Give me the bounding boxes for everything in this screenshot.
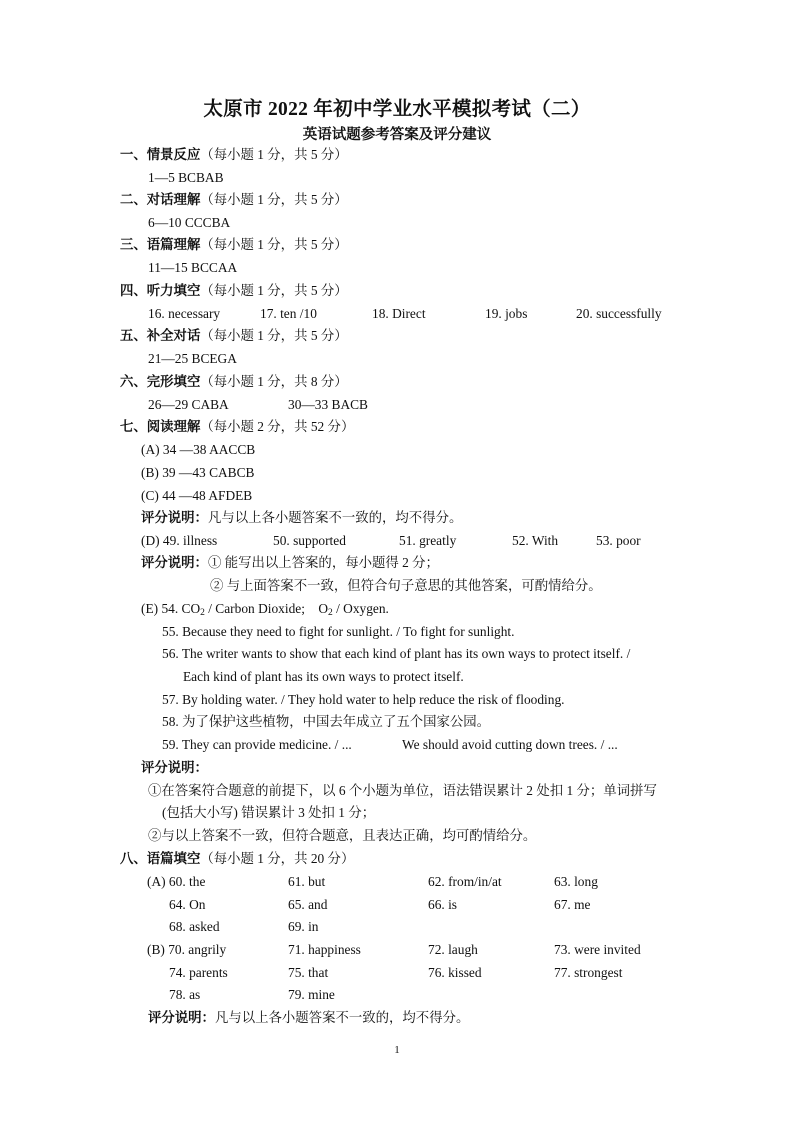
section-number: 七、: [120, 419, 147, 434]
section-name: 完形填空: [146, 374, 201, 389]
section-number: 四、: [120, 283, 147, 298]
section-score: （每小题 1 分，共 5 分）: [200, 328, 348, 343]
section-name: 情景反应: [146, 147, 201, 162]
answer-line: 58. 为了保护这些植物，中国去年成立了五个国家公园。: [162, 714, 491, 729]
section-score: （每小题 1 分，共 5 分）: [200, 192, 348, 207]
note-text: (包括大小写) 错误累计 3 处扣 1 分；: [162, 805, 376, 820]
answer-item: 30—33 BACB: [288, 397, 368, 412]
section-score: （每小题 1 分，共 5 分）: [200, 237, 348, 252]
answer-item: 19. jobs: [485, 306, 528, 321]
section-heading: [120, 146, 348, 164]
note-text: 凡与以上各小题答案不一致的，均不得分。: [207, 510, 463, 525]
answer-line: (A) 34 —38 AACCB: [141, 442, 256, 457]
section-number: 八、: [120, 851, 147, 866]
section-number: 三、: [120, 237, 147, 252]
answer-item: 68. asked: [169, 919, 220, 934]
answer-item: (B) 70. angrily: [147, 942, 227, 957]
section-heading: [120, 327, 348, 345]
answer-line: (C) 44 —48 AFDEB: [141, 488, 253, 503]
answer-item: 26—29 CABA: [148, 397, 229, 412]
note-label-text: 评分说明：: [141, 760, 208, 775]
answer-item: 73. were invited: [554, 942, 641, 957]
answer-item: 75. that: [288, 965, 329, 980]
section-name: 语篇理解: [146, 237, 201, 252]
answer-item: 61. but: [288, 874, 326, 889]
answer-item: 65. and: [288, 897, 328, 912]
note-label: 评分说明：: [141, 555, 208, 570]
subscript: 2: [200, 608, 205, 618]
answer-item: 69. in: [288, 919, 319, 934]
page-subtitle: 英语试题参考答案及评分建议: [302, 127, 492, 143]
answer-line: 21—25 BCEGA: [148, 351, 237, 366]
note-label: 评分说明：: [148, 1010, 215, 1025]
answer-line: [141, 600, 389, 618]
answer-item: 63. long: [554, 874, 598, 889]
page-title: 太原市 2022 年初中学业水平模拟考试（二）: [203, 99, 591, 120]
section-name: 阅读理解: [146, 419, 201, 434]
section-number: 六、: [120, 374, 147, 389]
note-text: ①在答案符合题意的前提下，以 6 个小题为单位，语法错误累计 2 处扣 1 分；单词拼写: [148, 783, 657, 798]
answer-item: 18. Direct: [372, 306, 426, 321]
section-heading: [120, 236, 348, 254]
section-score: （每小题 2 分，共 52 分）: [200, 419, 355, 434]
answer-item: 64. On: [169, 897, 206, 912]
answer-item: 52. With: [512, 533, 559, 548]
note-text: ②与以上答案不一致，但符合题意，且表达正确，均可酌情给分。: [148, 828, 537, 843]
note-text: ② 与上面答案不一致，但符合句子意思的其他答案，可酌情给分。: [210, 578, 602, 593]
answer-item: (D) 49. illness: [141, 533, 218, 548]
section-heading: [120, 418, 354, 436]
answer-text: / Oxygen.: [332, 601, 389, 616]
note-text: 凡与以上各小题答案不一致的，均不得分。: [214, 1010, 470, 1025]
answer-item: 50. supported: [273, 533, 346, 548]
answer-item: 71. happiness: [288, 942, 361, 957]
answer-item: 53. poor: [596, 533, 641, 548]
section-heading: [120, 191, 348, 209]
section-heading: [120, 373, 348, 391]
answer-item: 74. parents: [169, 965, 228, 980]
section-heading: [120, 282, 348, 300]
answer-item: 77. strongest: [554, 965, 623, 980]
page-number: 1: [394, 1044, 400, 1056]
answer-line: 6—10 CCCBA: [148, 215, 231, 230]
scoring-note: [141, 554, 439, 572]
answer-text: (E) 54. CO: [141, 601, 201, 616]
answer-item: 76. kissed: [428, 965, 482, 980]
answer-item: 67. me: [554, 897, 591, 912]
section-score: （每小题 1 分，共 8 分）: [200, 374, 348, 389]
answer-text: / Carbon Dioxide; O: [204, 601, 328, 616]
answer-item: 17. ten /10: [260, 306, 317, 321]
answer-line: We should avoid cutting down trees. / ...: [402, 737, 618, 752]
answer-item: 79. mine: [288, 987, 335, 1002]
section-number: 一、: [120, 147, 147, 162]
section-name: 对话理解: [146, 192, 201, 207]
answer-line: 57. By holding water. / They hold water to help reduce the risk of flooding.: [162, 692, 565, 707]
answer-line: 59. They can provide medicine. / ...: [162, 737, 352, 752]
section-name: 补全对话: [146, 328, 201, 343]
answer-item: 66. is: [428, 897, 458, 912]
answer-line: (B) 39 —43 CABCB: [141, 465, 255, 480]
answer-item: (A) 60. the: [147, 874, 206, 889]
scoring-note: [141, 509, 462, 527]
answer-line: 11—15 BCCAA: [148, 260, 238, 275]
section-score: （每小题 1 分，共 5 分）: [200, 147, 348, 162]
answer-line: 56. The writer wants to show that each kind of plant has its own ways to protect itself. /: [162, 646, 631, 661]
note-text: ① 能写出以上答案的，每小题得 2 分；: [207, 555, 439, 570]
answer-item: 51. greatly: [399, 533, 457, 548]
answer-line: Each kind of plant has its own ways to protect itself.: [183, 669, 464, 684]
section-number: 二、: [120, 192, 147, 207]
answer-item: 16. necessary: [148, 306, 221, 321]
section-heading: [120, 850, 354, 868]
answer-line: 55. Because they need to fight for sunlight. / To fight for sunlight.: [162, 624, 515, 639]
answer-item: 72. laugh: [428, 942, 478, 957]
section-name: 语篇填空: [146, 851, 201, 866]
section-score: （每小题 1 分，共 5 分）: [200, 283, 348, 298]
note-label: [141, 759, 208, 777]
answer-line: 1—5 BCBAB: [148, 170, 224, 185]
note-label: 评分说明：: [141, 510, 208, 525]
subscript: 2: [328, 608, 333, 618]
answer-item: 20. successfully: [576, 306, 662, 321]
answer-item: 78. as: [169, 987, 201, 1002]
answer-item: 62. from/in/at: [428, 874, 502, 889]
section-number: 五、: [120, 328, 147, 343]
section-score: （每小题 1 分，共 20 分）: [200, 851, 355, 866]
section-name: 听力填空: [146, 283, 201, 298]
scoring-note: [148, 1009, 469, 1027]
